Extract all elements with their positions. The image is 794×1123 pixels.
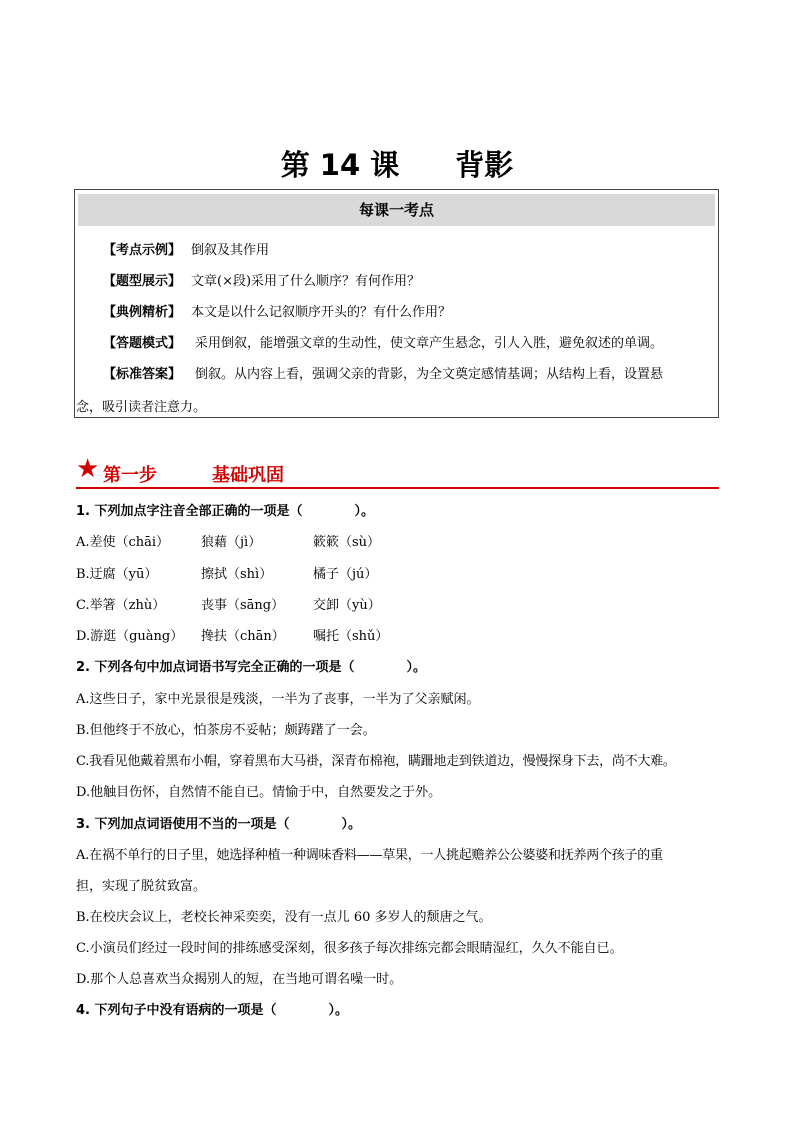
step-name: 基础巩固 [212, 465, 284, 486]
question-3-stem: 3. 下列加点词语使用不当的一项是（ ）。 [76, 817, 362, 832]
question-3-option-b: B.在校庆会议上，老校长神采奕奕，没有一点儿 60 多岁人的颓唐之气。 [76, 910, 492, 925]
keypoint-label: 【答题模式】 [103, 336, 182, 351]
option-b1: B.迂腐（yū） [76, 567, 158, 582]
question-3-option-a-continued: 担，实现了脱贫致富。 [76, 879, 207, 894]
option-d2: 搀扶（chān） [201, 629, 285, 644]
lesson-number: 第 14 课 [280, 148, 400, 182]
keypoint-row [103, 301, 451, 320]
keypoint-box [74, 189, 719, 418]
question-2-option-d: D.他触目伤怀，自然情不能自已。情愉于中，自然要发之于外。 [76, 785, 442, 800]
page-title [0, 143, 794, 184]
question-1-stem: 1. 下列加点字注音全部正确的一项是（ ）。 [76, 504, 375, 519]
keypoint-text: 本文是以什么记叙顺序开头的？有什么作用？ [191, 305, 452, 320]
keypoint-text: 倒叙及其作用 [191, 243, 270, 258]
question-2-stem: 2. 下列各句中加点词语书写完全正确的一项是（ ）。 [76, 660, 427, 675]
keypoint-label: 【题型展示】 [103, 274, 182, 289]
question-3-option-a: A.在祸不单行的日子里，她选择种植一种调味香料——草果，一人挑起赡养公公婆婆和抚养两个孩子的重 [76, 848, 663, 863]
keypoint-text: 采用倒叙，能增强文章的生动性，使文章产生悬念，引人入胜，避免叙述的单调。 [195, 336, 664, 351]
option-a2: 狼藉（jì） [201, 535, 262, 550]
question-3-option-c: C.小演员们经过一段时间的排练感受深刻，很多孩子每次排练完都会眼睛湿红，久久不能自已。 [76, 941, 623, 956]
option-b2: 擦拭（shì） [201, 567, 273, 582]
lesson-name: 背影 [455, 148, 514, 182]
keypoint-row [103, 239, 269, 258]
option-c2: 丧事（sāng） [201, 598, 285, 613]
keypoint-row [103, 332, 663, 351]
keypoint-label: 【标准答案】 [103, 367, 182, 382]
keypoint-row [103, 270, 420, 289]
option-c3: 交卸（yù） [313, 598, 381, 613]
keypoint-text: 文章(×段)采用了什么顺序？有何作用？ [191, 274, 421, 289]
star-icon: ★ [76, 454, 100, 484]
keypoint-text: 倒叙。从内容上看，强调父亲的背影，为全文奠定感情基调；从结构上看，设置悬 [195, 367, 664, 382]
keypoint-heading: 每课一考点 [78, 194, 715, 226]
option-c1: C.举箸（zhù） [76, 598, 166, 613]
question-2-option-c: C.我看见他戴着黑布小帽，穿着黑布大马褂，深青布棉袍，瞒跚地走到铁道边，慢慢探身下去，尚不大难。 [76, 754, 676, 769]
keypoint-row [103, 363, 663, 382]
keypoint-answer-continued: 念，吸引读者注意力。 [76, 400, 207, 415]
keypoint-label: 【典例精析】 [103, 305, 182, 320]
step-label: 第一步 [103, 465, 157, 486]
question-3-option-d: D.那个人总喜欢当众揭别人的短，在当地可谓名噪一时。 [76, 972, 403, 987]
option-d1: D.游逛（guàng） [76, 629, 184, 644]
option-a1: A.差使（chāi） [76, 535, 170, 550]
option-b3: 橘子（jú） [313, 567, 378, 582]
question-2-option-a: A.这些日子，家中光景很是残淡，一半为了丧事，一半为了父亲赋闲。 [76, 692, 480, 707]
question-4-stem: 4. 下列句子中没有语病的一项是（ ）。 [76, 1003, 349, 1018]
keypoint-label: 【考点示例】 [103, 243, 182, 258]
option-d3: 嘱托（shǔ） [313, 629, 389, 644]
question-2-option-b: B.但他终于不放心，怕茶房不妥帖；颇踌躇了一会。 [76, 723, 376, 738]
option-a3: 簌簌（sù） [313, 535, 381, 550]
step-header [76, 454, 719, 489]
